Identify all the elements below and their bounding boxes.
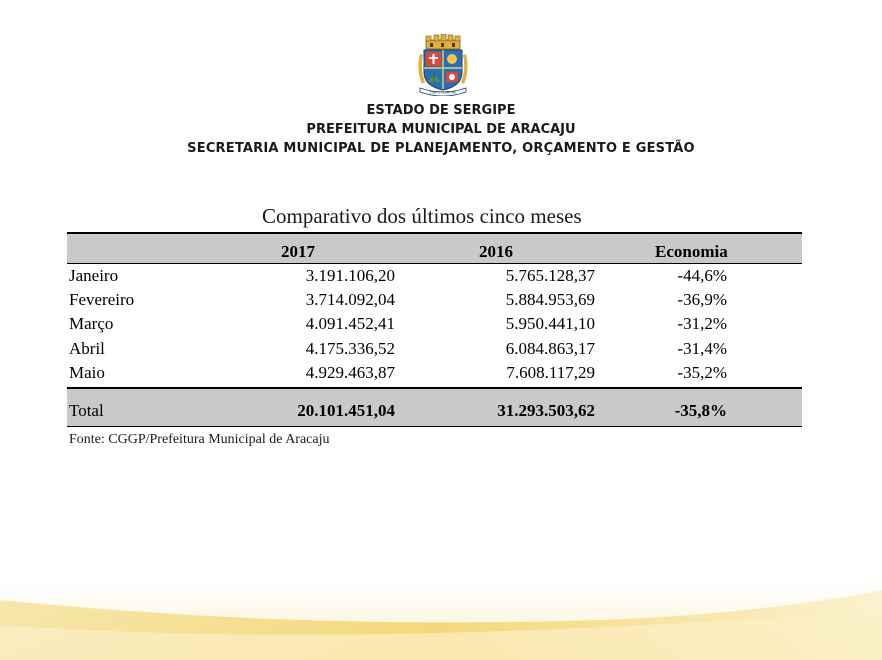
total-label: Total [69, 401, 104, 420]
month-label: Fevereiro [69, 290, 135, 309]
table-row [67, 314, 802, 339]
total-economia: -35,8% [674, 401, 727, 420]
state-name: ESTADO DE SERGIPE [366, 103, 516, 118]
table-row [67, 266, 802, 291]
total-2017: 20.101.451,04 [297, 401, 395, 420]
table-row [67, 290, 802, 315]
month-label: Janeiro [69, 266, 119, 285]
month-label: Maio [69, 363, 105, 382]
table-title: Comparativo dos últimos cinco meses [262, 204, 582, 228]
value-2017: 4.175.336,52 [305, 339, 395, 358]
aracaju-coat-of-arms-logo [414, 34, 472, 96]
month-label: Março [69, 314, 114, 333]
column-header-2017: 2017 [281, 242, 315, 261]
institution-header [0, 101, 882, 158]
total-2016: 31.293.503,62 [497, 401, 595, 420]
crest-motto: FIDE ET LABORE [429, 90, 457, 95]
municipality-name: PREFEITURA MUNICIPAL DE ARACAJU [306, 122, 576, 137]
economia-value: -35,2% [677, 363, 727, 382]
value-2016: 5.884.953,69 [505, 290, 595, 309]
value-2016: 7.608.117,29 [506, 363, 595, 382]
column-header-economia: Economia [655, 242, 728, 261]
value-2017: 4.929.463,87 [305, 363, 395, 382]
value-2016: 6.084.863,17 [505, 339, 595, 358]
decorative-footer-swoosh [0, 570, 882, 660]
table-header-row [67, 232, 802, 264]
value-2016: 5.765.128,37 [505, 266, 595, 285]
economia-value: -31,2% [677, 314, 727, 333]
economia-value: -36,9% [677, 290, 727, 309]
value-2017: 4.091.452,41 [305, 314, 395, 333]
value-2016: 5.950.441,10 [505, 314, 595, 333]
month-label: Abril [69, 339, 105, 358]
column-header-2016: 2016 [479, 242, 513, 261]
economia-value: -44,6% [677, 266, 727, 285]
secretariat-name: SECRETARIA MUNICIPAL DE PLANEJAMENTO, ORÇAMENTO E GESTÃO [187, 141, 695, 156]
economia-value: -31,4% [677, 339, 727, 358]
table-row [67, 339, 802, 364]
value-2017: 3.191.106,20 [305, 266, 395, 285]
table-total-row [67, 387, 802, 427]
value-2017: 3.714.092,04 [305, 290, 395, 309]
source-note: Fonte: CGGP/Prefeitura Municipal de Aracaju [69, 432, 330, 447]
table-row [67, 363, 802, 388]
